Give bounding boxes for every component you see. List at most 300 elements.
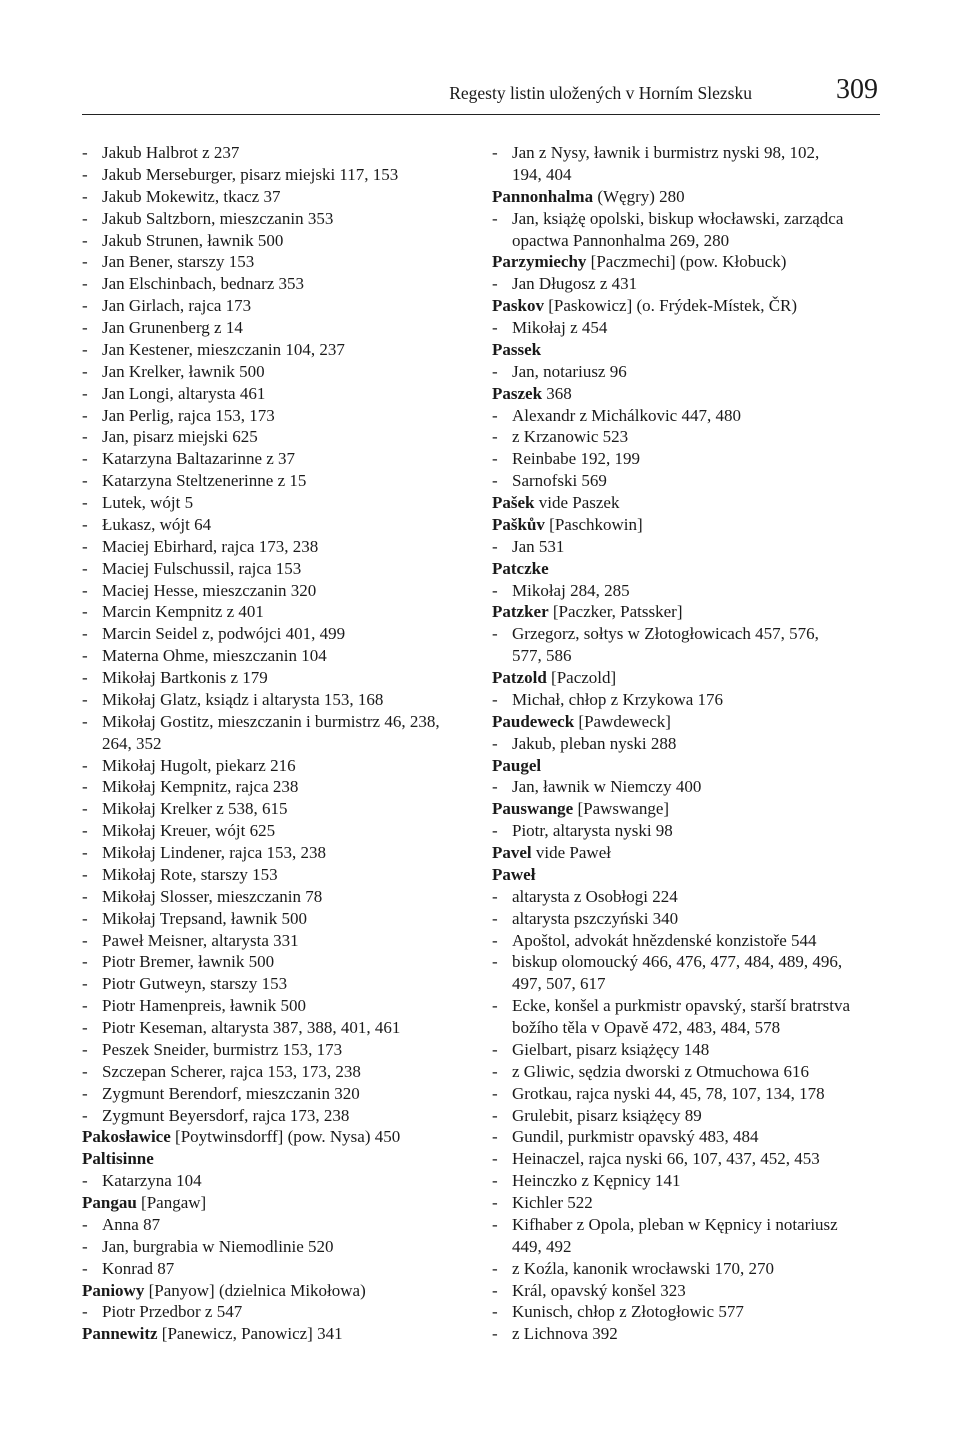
subentry-text: Piotr, altarysta nyski 98	[512, 821, 673, 841]
subentry-text: Jan z Nysy, ławnik i burmistrz nyski 98, 102,	[512, 143, 820, 162]
index-subentry	[82, 1214, 472, 1236]
subentry-dash: -	[492, 274, 498, 294]
subentry-dash: -	[82, 339, 88, 359]
index-subentry	[492, 1126, 884, 1148]
headword: Patczke	[492, 558, 549, 578]
subentry-dash: -	[82, 1171, 88, 1191]
index-subentry	[492, 733, 884, 755]
index-subentry	[492, 1105, 884, 1127]
subentry-dash: -	[82, 1236, 88, 1256]
headword-details: [Pangaw]	[136, 1193, 207, 1212]
subentry-text: Szczepan Scherer, rajca 153, 173, 238	[102, 1061, 361, 1081]
headword-details: [Panyow] (dzielnica Mikołowa)	[144, 1280, 366, 1300]
index-headword-entry	[82, 1126, 472, 1148]
subentry-dash: -	[492, 427, 498, 447]
subentry-dash: -	[82, 689, 88, 709]
subentry-dash: -	[82, 427, 88, 447]
subentry-text: Piotr Gutweyn, starszy 153	[102, 974, 288, 994]
subentry-dash: -	[82, 711, 88, 731]
subentry-dash: -	[492, 777, 498, 797]
headword: Pannewitz	[82, 1324, 158, 1344]
headword: Passek	[492, 339, 542, 359]
headword-details: [Panewicz, Panowicz] 341	[157, 1324, 343, 1344]
index-subentry	[492, 448, 884, 470]
subentry-text: Katarzyna Baltazarinne z 37	[102, 449, 296, 469]
subentry-dash: -	[82, 186, 88, 206]
index-subentry	[82, 951, 472, 973]
subentry-dash: -	[82, 361, 88, 381]
subentry-continuation: 449, 492	[512, 1236, 572, 1256]
index-subentry	[82, 536, 472, 558]
subentry-text: Materna Ohme, mieszczanin 104	[102, 646, 327, 666]
subentry-dash: -	[492, 449, 498, 469]
subentry-dash: -	[82, 602, 88, 622]
subentry-dash: -	[82, 821, 88, 841]
index-subentry	[492, 317, 884, 339]
subentry-text: Král, opavský konšel 323	[512, 1280, 686, 1300]
subentry-text: Mikołaj Krelker z 538, 615	[102, 799, 288, 819]
subentry-dash: -	[492, 143, 498, 162]
index-subentry	[492, 930, 884, 952]
subentry-dash: -	[492, 318, 498, 337]
index-headword-entry	[492, 755, 884, 777]
subentry-text: Konrad 87	[102, 1258, 175, 1278]
index-subentry	[82, 995, 472, 1017]
index-subentry	[82, 820, 472, 842]
subentry-continuation: 497, 507, 617	[512, 974, 606, 994]
subentry-dash: -	[82, 471, 88, 491]
subentry-dash: -	[492, 996, 498, 1016]
subentry-text: Marcin Kempnitz z 401	[102, 602, 264, 622]
index-subentry	[82, 689, 472, 711]
subentry-text: z Gliwic, sędzia dworski z Otmuchowa 616	[512, 1061, 809, 1081]
headword: Pauswange	[492, 799, 574, 819]
subentry-text: Grotkau, rajca nyski 44, 45, 78, 107, 134, 178	[512, 1083, 825, 1103]
index-subentry	[82, 208, 472, 230]
subentry-continuation: 194, 404	[512, 164, 572, 184]
subentry-text: Alexandr z Michálkovic 447, 480	[512, 405, 741, 425]
headword-details: [Pawdeweck]	[574, 711, 671, 731]
headword: Paudeweck	[492, 711, 575, 731]
subentry-dash: -	[492, 1083, 498, 1103]
subentry-text: Jan Krelker, ławnik 500	[102, 361, 265, 381]
subentry-dash: -	[492, 536, 498, 556]
index-headword-entry	[492, 383, 884, 405]
index-headword-entry	[82, 1192, 472, 1214]
subentry-dash: -	[82, 252, 88, 272]
subentry-dash: -	[492, 580, 498, 600]
subentry-dash: -	[82, 1061, 88, 1081]
subentry-dash: -	[82, 886, 88, 906]
index-subentry	[82, 470, 472, 492]
index-subentry	[82, 623, 472, 645]
subentry-dash: -	[82, 230, 88, 250]
index-subentry	[82, 558, 472, 580]
index-subentry	[82, 514, 472, 536]
index-subentry	[82, 930, 472, 952]
headword-details: [Poytwinsdorff] (pow. Nysa) 450	[170, 1127, 401, 1147]
headword-details: [Paczker, Patssker]	[548, 602, 683, 622]
subentry-dash: -	[82, 952, 88, 972]
index-subentry	[492, 1280, 884, 1302]
subentry-dash: -	[82, 143, 88, 162]
index-headword-entry	[82, 1148, 472, 1170]
subentry-dash: -	[82, 274, 88, 294]
index-subentry	[82, 1039, 472, 1061]
subentry-dash: -	[82, 558, 88, 578]
index-subentry	[492, 1258, 884, 1280]
subentry-text: Piotr Bremer, ławnik 500	[102, 952, 275, 972]
index-subentry	[82, 755, 472, 777]
headword: Paškův	[492, 514, 545, 534]
subentry-dash: -	[82, 777, 88, 797]
subentry-dash: -	[82, 536, 88, 556]
subentry-dash: -	[492, 952, 498, 972]
headword-details: vide Paszek	[534, 493, 620, 512]
index-column-left	[82, 142, 472, 1345]
index-headword-entry	[492, 864, 884, 886]
index-headword-entry	[492, 842, 884, 864]
index-subentry	[492, 886, 884, 908]
subentry-text: Mikołaj Bartkonis z 179	[102, 668, 268, 687]
subentry-text: Grzegorz, sołtys w Złotogłowicach 457, 576,	[512, 624, 819, 644]
index-subentry	[82, 339, 472, 361]
index-subentry	[82, 1236, 472, 1258]
subentry-text: Jan, notariusz 96	[512, 361, 627, 381]
subentry-text: Jan Bener, starszy 153	[102, 252, 255, 272]
subentry-dash: -	[82, 208, 88, 228]
index-subentry	[82, 580, 472, 602]
subentry-text: Jan Grunenberg z 14	[102, 318, 243, 337]
running-title: Regesty listin uložených v Horním Slezsku	[449, 83, 752, 103]
subentry-text: Gundil, purkmistr opavský 483, 484	[512, 1127, 759, 1147]
headword-details: [Paschkowin]	[544, 514, 643, 534]
index-subentry	[492, 536, 884, 558]
index-subentry	[82, 186, 472, 208]
subentry-dash: -	[492, 208, 498, 228]
subentry-text: Katarzyna 104	[102, 1171, 202, 1191]
headword-details: [Paczmechi] (pow. Kłobuck)	[586, 252, 787, 272]
index-column-right	[492, 142, 884, 1345]
headword: Paweł	[492, 864, 536, 884]
headword: Paskov	[492, 296, 544, 316]
subentry-dash: -	[492, 1214, 498, 1234]
subentry-text: Łukasz, wójt 64	[102, 514, 212, 534]
subentry-text: Mikołaj Lindener, rajca 153, 238	[102, 843, 327, 862]
subentry-dash: -	[82, 668, 88, 687]
subentry-continuation: 577, 586	[512, 646, 572, 666]
index-subentry	[492, 208, 884, 230]
subentry-text: Lutek, wójt 5	[102, 493, 194, 512]
page-number: 309	[836, 74, 878, 105]
subentry-text: altarysta pszczyński 340	[512, 908, 679, 928]
index-subentry	[82, 383, 472, 405]
headword: Paugel	[492, 755, 542, 775]
subentry-text: Jan Kestener, mieszczanin 104, 237	[102, 339, 345, 359]
subentry-text: Sarnofski 569	[512, 471, 607, 491]
index-subentry	[492, 1083, 884, 1105]
subentry-text: Jan Longi, altarysta 461	[102, 383, 266, 403]
index-subentry	[82, 1170, 472, 1192]
subentry-dash: -	[82, 799, 88, 819]
headword: Paszek	[492, 383, 543, 403]
subentry-dash: -	[492, 886, 498, 906]
index-subentry	[82, 1083, 472, 1105]
subentry-text: Gielbart, pisarz książęcy 148	[512, 1039, 710, 1059]
index-subentry	[82, 1301, 472, 1323]
subentry-continuation: božího těla v Opavě 472, 483, 484, 578	[512, 1018, 781, 1037]
subentry-dash: -	[492, 624, 498, 644]
subentry-text: Jan, burgrabia w Niemodlinie 520	[102, 1236, 334, 1256]
subentry-dash: -	[82, 1302, 88, 1322]
subentry-text: Piotr Hamenpreis, ławnik 500	[102, 996, 306, 1016]
subentry-text: Jan 531	[512, 536, 565, 556]
subentry-dash: -	[82, 843, 88, 862]
subentry-dash: -	[82, 1083, 88, 1103]
index-subentry	[82, 317, 472, 339]
index-subentry	[82, 164, 472, 186]
subentry-text: Jan, pisarz miejski 625	[102, 427, 258, 447]
subentry-continuation: 264, 352	[102, 733, 162, 753]
index-subentry	[82, 492, 472, 514]
headword: Pavel	[492, 843, 532, 862]
index-subentry	[492, 689, 884, 711]
index-subentry	[82, 251, 472, 273]
index-subentry	[492, 426, 884, 448]
index-subentry	[82, 711, 472, 733]
subentry-text: Maciej Fulschussil, rajca 153	[102, 558, 302, 578]
subentry-dash: -	[82, 908, 88, 928]
subentry-dash: -	[82, 646, 88, 666]
index-headword-entry	[492, 667, 884, 689]
subentry-text: Maciej Ebirhard, rajca 173, 238	[102, 536, 319, 556]
index-subentry	[492, 1148, 884, 1170]
index-subentry	[492, 1214, 884, 1236]
subentry-text: Jakub Merseburger, pisarz miejski 117, 153	[102, 164, 399, 184]
subentry-dash: -	[492, 733, 498, 753]
subentry-text: Mikołaj Kreuer, wójt 625	[102, 821, 276, 841]
subentry-dash: -	[492, 405, 498, 425]
subentry-dash: -	[82, 449, 88, 469]
subentry-dash: -	[492, 1302, 498, 1322]
subentry-dash: -	[492, 1127, 498, 1147]
index-subentry	[82, 886, 472, 908]
headword: Pakosławice	[82, 1127, 171, 1147]
index-subentry	[82, 1061, 472, 1083]
headword: Paltisinne	[82, 1149, 154, 1169]
index-subentry	[492, 1192, 884, 1214]
headword-details: [Paskowicz] (o. Frýdek-Místek, ČR)	[543, 296, 798, 316]
headword: Pannonhalma	[492, 186, 594, 206]
index-subentry	[492, 951, 884, 973]
index-subentry	[492, 470, 884, 492]
index-subentry	[492, 142, 884, 164]
index-subentry	[82, 426, 472, 448]
subentry-dash: -	[82, 755, 88, 775]
subentry-text: Zygmunt Beyersdorf, rajca 173, 238	[102, 1105, 350, 1125]
subentry-text: Kifhaber z Opola, pleban w Kępnicy i notariusz	[512, 1214, 838, 1234]
subentry-dash: -	[492, 1149, 498, 1169]
subentry-text: Jakub Halbrot z 237	[102, 143, 240, 162]
subentry-text: Anna 87	[102, 1214, 161, 1234]
subentry-dash: -	[492, 1258, 498, 1278]
page-header	[82, 72, 880, 115]
subentry-text: Michał, chłop z Krzykowa 176	[512, 689, 724, 709]
index-headword-entry	[492, 186, 884, 208]
subentry-continuation: opactwa Pannonhalma 269, 280	[512, 230, 730, 250]
index-subentry	[492, 908, 884, 930]
subentry-text: Mikołaj Rote, starszy 153	[102, 864, 278, 884]
subentry-dash: -	[82, 1258, 88, 1278]
subentry-text: Kunisch, chłop z Złotogłowic 577	[512, 1302, 744, 1322]
subentry-dash: -	[492, 1061, 498, 1081]
subentry-text: z Koźla, kanonik wrocławski 170, 270	[512, 1258, 775, 1278]
subentry-text: Heinczko z Kępnicy 141	[512, 1171, 681, 1191]
subentry-text: Zygmunt Berendorf, mieszczanin 320	[102, 1083, 360, 1103]
subentry-text: Kichler 522	[512, 1193, 593, 1212]
subentry-text: Mikołaj Glatz, ksiądz i altarysta 153, 168	[102, 689, 384, 709]
subentry-dash: -	[492, 361, 498, 381]
index-subentry	[492, 820, 884, 842]
subentry-text: biskup olomoucký 466, 476, 477, 484, 489, 496,	[512, 952, 843, 972]
headword-details: 368	[542, 383, 572, 403]
index-subentry	[82, 798, 472, 820]
headword-details: (Węgry) 280	[593, 186, 685, 206]
subentry-text: Mikołaj 284, 285	[512, 580, 630, 600]
subentry-dash: -	[492, 689, 498, 709]
subentry-text: Maciej Hesse, mieszczanin 320	[102, 580, 317, 600]
subentry-text: Reinbabe 192, 199	[512, 449, 640, 469]
subentry-dash: -	[492, 908, 498, 928]
subentry-dash: -	[82, 514, 88, 534]
subentry-dash: -	[492, 1324, 498, 1344]
subentry-dash: -	[82, 930, 88, 950]
index-headword-entry	[492, 339, 884, 361]
index-subentry	[82, 776, 472, 798]
subentry-text: Mikołaj Hugolt, piekarz 216	[102, 755, 296, 775]
index-headword-entry	[492, 711, 884, 733]
index-headword-entry	[82, 1280, 472, 1302]
headword-details: [Paczold]	[546, 668, 617, 687]
headword: Patzker	[492, 602, 549, 622]
subentry-text: Grulebit, pisarz książęcy 89	[512, 1105, 702, 1125]
subentry-dash: -	[82, 974, 88, 994]
subentry-text: Mikołaj Trepsand, ławnik 500	[102, 908, 307, 928]
index-subentry	[492, 1301, 884, 1323]
subentry-text: Jakub Mokewitz, tkacz 37	[102, 186, 281, 206]
subentry-text: Jan, książę opolski, biskup włocławski, zarządca	[512, 208, 844, 228]
subentry-text: Mikołaj Gostitz, mieszczanin i burmistrz 46, 238,	[102, 711, 440, 731]
subentry-text: Jan Elschinbach, bednarz 353	[102, 274, 305, 294]
index-headword-entry	[492, 251, 884, 273]
index-subentry	[82, 842, 472, 864]
index-subentry	[82, 405, 472, 427]
subentry-dash: -	[82, 318, 88, 337]
subentry-text: Mikołaj z 454	[512, 318, 608, 337]
subentry-dash: -	[82, 864, 88, 884]
subentry-dash: -	[82, 1018, 88, 1037]
subentry-dash: -	[82, 580, 88, 600]
index-subentry	[492, 1323, 884, 1345]
subentry-dash: -	[82, 1214, 88, 1234]
subentry-dash: -	[492, 930, 498, 950]
index-subentry	[82, 1017, 472, 1039]
index-headword-entry	[492, 492, 884, 514]
index-headword-entry	[492, 558, 884, 580]
index-subentry	[82, 864, 472, 886]
subentry-dash: -	[82, 996, 88, 1016]
subentry-text: z Krzanowic 523	[512, 427, 629, 447]
subentry-dash: -	[82, 405, 88, 425]
index-subentry	[492, 1039, 884, 1061]
headword: Patzold	[492, 668, 547, 687]
index-subentry	[492, 405, 884, 427]
index-subentry	[82, 273, 472, 295]
subentry-dash: -	[82, 164, 88, 184]
subentry-dash: -	[82, 383, 88, 403]
index-subentry	[492, 995, 884, 1017]
subentry-dash: -	[82, 624, 88, 644]
index-subentry	[492, 1061, 884, 1083]
subentry-text: Piotr Przedbor z 547	[102, 1302, 243, 1322]
index-subentry	[82, 645, 472, 667]
index-subentry	[492, 776, 884, 798]
headword-details: vide Paweł	[531, 843, 611, 862]
subentry-text: z Lichnova 392	[512, 1324, 618, 1344]
index-headword-entry	[492, 601, 884, 623]
subentry-text: Katarzyna Steltzenerinne z 15	[102, 471, 307, 491]
subentry-dash: -	[82, 493, 88, 512]
index-subentry	[82, 908, 472, 930]
subentry-dash: -	[492, 1280, 498, 1300]
subentry-dash: -	[492, 1039, 498, 1059]
subentry-text: Piotr Keseman, altarysta 387, 388, 401, 461	[102, 1018, 401, 1037]
index-subentry	[82, 448, 472, 470]
subentry-text: Marcin Seidel z, podwójci 401, 499	[102, 624, 346, 644]
subentry-text: Jakub, pleban nyski 288	[512, 733, 677, 753]
headword: Paniowy	[82, 1280, 145, 1300]
index-subentry	[492, 1170, 884, 1192]
index-subentry	[492, 273, 884, 295]
index-subentry	[492, 361, 884, 383]
index-subentry	[82, 973, 472, 995]
subentry-text: Peszek Sneider, burmistrz 153, 173	[102, 1039, 343, 1059]
subentry-text: Mikołaj Kempnitz, rajca 238	[102, 777, 299, 797]
index-subentry	[82, 667, 472, 689]
subentry-text: Jakub Saltzborn, mieszczanin 353	[102, 208, 334, 228]
index-subentry	[82, 601, 472, 623]
index-headword-entry	[492, 295, 884, 317]
index-subentry	[82, 142, 472, 164]
subentry-text: Mikołaj Slosser, mieszczanin 78	[102, 886, 323, 906]
index-headword-entry	[492, 514, 884, 536]
headword: Pangau	[82, 1193, 137, 1212]
index-subentry	[82, 1258, 472, 1280]
subentry-dash: -	[492, 1171, 498, 1191]
subentry-text: Jan Girlach, rajca 173	[102, 296, 252, 316]
subentry-dash: -	[82, 296, 88, 316]
subentry-dash: -	[492, 821, 498, 841]
index-subentry	[492, 623, 884, 645]
subentry-dash: -	[82, 1039, 88, 1059]
index-subentry	[82, 295, 472, 317]
subentry-text: Jan, ławnik w Niemczy 400	[512, 777, 702, 797]
headword: Pašek	[492, 493, 535, 512]
index-headword-entry	[492, 798, 884, 820]
index-headword-entry	[82, 1323, 472, 1345]
subentry-text: Jakub Strunen, ławnik 500	[102, 230, 284, 250]
headword: Parzymiechy	[492, 252, 587, 272]
